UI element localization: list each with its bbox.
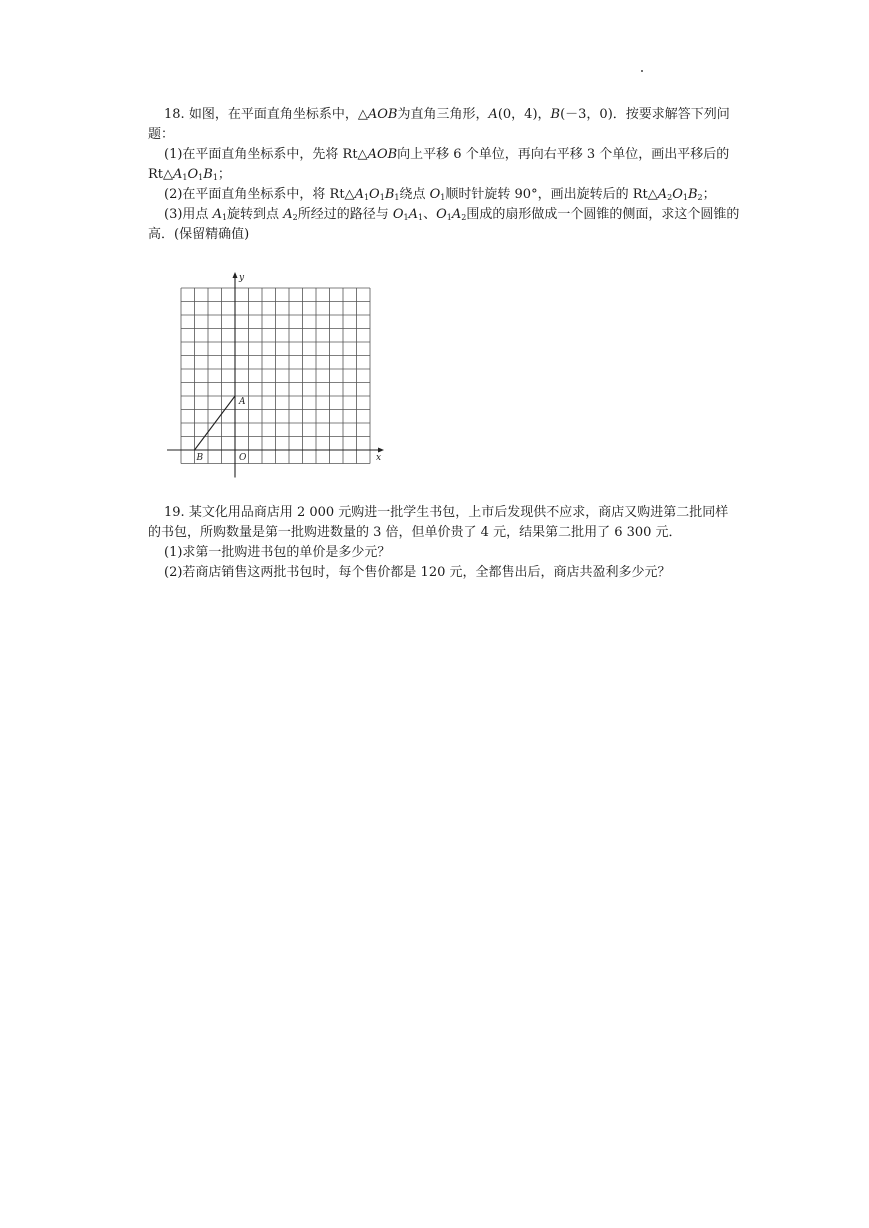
axes xyxy=(167,276,380,478)
label-point-b: B xyxy=(196,453,204,463)
problem-18-part-2: (2)在平面直角坐标系中，将 $Rt\triangle A_1O_1B_1$绕点 $O_1$顺时针旋转 90°，画出旋转后的 $Rt\triangle A_2O_1B_2$； xyxy=(164,187,716,202)
label-x: x xyxy=(376,453,382,463)
problem-18 xyxy=(148,105,740,245)
problem-19-question-2: (2)若商店销售这两批书包时，每个售价都是 120 元，全都售出后，商店共盈利多少元？ xyxy=(164,565,671,580)
x-axis-arrow xyxy=(378,448,384,453)
label-point-a: A xyxy=(239,397,246,407)
problem-19 xyxy=(148,503,740,583)
coordinate-grid-figure xyxy=(162,268,392,478)
page-dot-mark xyxy=(641,70,643,72)
y-axis-arrow xyxy=(233,272,238,278)
problem-18-intro: 18. 如图，在平面直角坐标系中，△AOB为直角三角形，A(0，4)，B(－3，0)．按要求解答下列问题： xyxy=(148,107,730,142)
grid-lines xyxy=(181,288,370,464)
problem-18-part-1: (1)在平面直角坐标系中，先将 Rt△AOB向上平移 6 个单位，再向右平移 3 个单位，画出平移后的 $Rt\triangle A_1O_1B_1$； xyxy=(148,147,730,182)
problem-18-part-3: (3)用点 $A_1$旋转到点 $A_2$所经过的路径与 $O_1A_1$、$O_1A_2$围成的扇形做成一个圆锥的侧面，求这个圆锥的高．(保留精确值) xyxy=(148,207,740,242)
problem-19-intro: 19. 某文化用品商店用 2 000 元购进一批学生书包，上市后发现供不应求，商店又购进第二批同样的书包，所购数量是第一批购进数量的 3 倍，但单价贵了 4 元，结果第二批用了 6 300 元． xyxy=(148,505,729,540)
label-y: y xyxy=(239,273,245,283)
label-origin-o: O xyxy=(239,453,247,463)
problem-19-question-1: (1)求第一批购进书包的单价是多少元？ xyxy=(164,545,391,560)
